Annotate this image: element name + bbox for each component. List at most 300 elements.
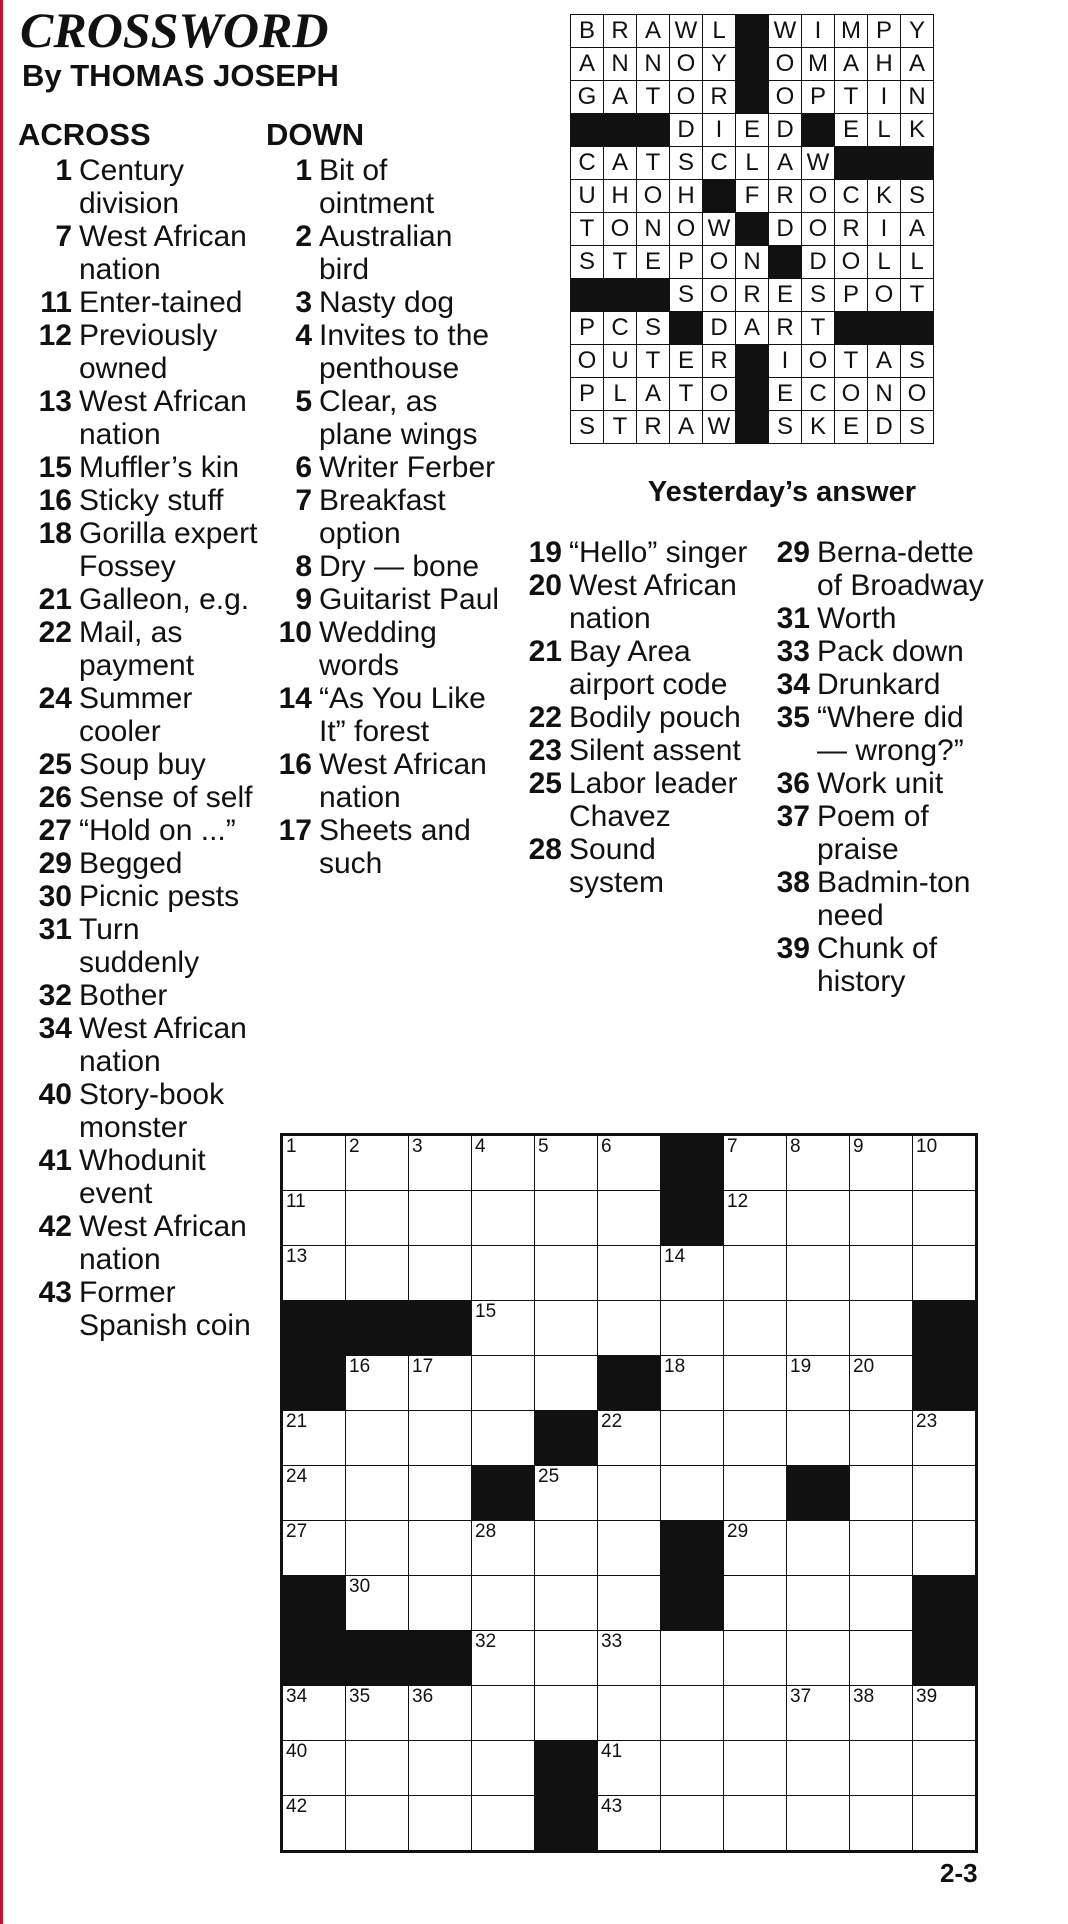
clue-text: Dry — bone [319, 550, 480, 583]
answer-letter-cell: F [736, 180, 769, 213]
clue-item [266, 319, 506, 385]
grid-cell[interactable] [661, 1411, 724, 1466]
clue-text: Poem of praise [817, 800, 929, 866]
clue-text: Clear, as plane wings [319, 385, 478, 451]
grid-cell[interactable] [661, 1686, 724, 1741]
grid-cell[interactable] [661, 1246, 724, 1301]
grid-cell[interactable] [661, 1741, 724, 1796]
grid-cell[interactable] [409, 1246, 472, 1301]
grid-cell[interactable] [724, 1796, 787, 1852]
clue-text: Whodunit event [79, 1144, 206, 1210]
grid-cell[interactable] [661, 1301, 724, 1356]
grid-cell[interactable] [409, 1411, 472, 1466]
clue-item [762, 668, 1002, 701]
clue-number: 7 [295, 484, 312, 517]
clue-number: 13 [38, 385, 72, 418]
grid-cell[interactable] [724, 1246, 787, 1301]
answer-letter-cell: O [769, 48, 802, 81]
grid-cell[interactable] [850, 1191, 913, 1246]
answer-letter-cell: T [604, 246, 637, 279]
cell-number: 24 [286, 1466, 308, 1487]
answer-letter-cell: C [604, 312, 637, 345]
grid-cell[interactable] [787, 1356, 850, 1411]
clue-number: 31 [776, 602, 810, 635]
answer-letter-cell: R [736, 279, 769, 312]
grid-cell[interactable] [787, 1796, 850, 1852]
black-square [787, 1466, 850, 1521]
grid-cell[interactable] [472, 1521, 535, 1576]
grid-cell[interactable] [661, 1631, 724, 1686]
grid-cell[interactable] [787, 1411, 850, 1466]
cell-number: 5 [538, 1136, 549, 1157]
answer-letter-cell: D [868, 411, 901, 444]
clue-text: Enter-tained [79, 286, 243, 319]
grid-cell[interactable] [282, 1686, 346, 1741]
grid-cell[interactable] [535, 1576, 598, 1631]
grid-cell[interactable] [661, 1466, 724, 1521]
grid-row [282, 1796, 977, 1852]
grid-cell[interactable] [724, 1411, 787, 1466]
grid-cell[interactable] [472, 1135, 535, 1191]
grid-cell[interactable] [409, 1521, 472, 1576]
answer-letter-cell: T [670, 378, 703, 411]
grid-cell[interactable] [787, 1135, 850, 1191]
clue-item [266, 451, 506, 484]
black-square [535, 1411, 598, 1466]
grid-cell[interactable] [346, 1246, 409, 1301]
answer-grid-row [571, 213, 934, 246]
grid-cell[interactable] [913, 1135, 977, 1191]
grid-cell[interactable] [850, 1686, 913, 1741]
grid-cell[interactable] [850, 1135, 913, 1191]
answer-letter-cell: A [604, 81, 637, 114]
byline: By THOMAS JOSEPH [22, 58, 339, 93]
black-square [282, 1301, 346, 1356]
answer-letter-cell: K [901, 114, 934, 147]
grid-cell[interactable] [346, 1191, 409, 1246]
answer-black-square [736, 411, 769, 444]
grid-cell[interactable] [787, 1301, 850, 1356]
grid-row [282, 1301, 977, 1356]
grid-cell[interactable] [282, 1411, 346, 1466]
clue-text: Sheets and such [319, 814, 471, 880]
grid-cell[interactable] [913, 1686, 977, 1741]
clue-text: Muffler’s kin [79, 451, 240, 484]
answer-letter-cell: O [637, 180, 670, 213]
clue-item [266, 484, 506, 550]
answer-letter-cell: R [637, 411, 670, 444]
clue-number: 43 [38, 1276, 72, 1309]
grid-cell[interactable] [850, 1246, 913, 1301]
grid-cell[interactable] [409, 1741, 472, 1796]
grid-cell[interactable] [346, 1466, 409, 1521]
grid-cell[interactable] [913, 1411, 977, 1466]
clue-text: Gorilla expert Fossey [79, 517, 258, 583]
grid-cell[interactable] [282, 1521, 346, 1576]
grid-cell[interactable] [535, 1301, 598, 1356]
grid-cell[interactable] [409, 1135, 472, 1191]
answer-letter-cell: C [703, 147, 736, 180]
cell-number: 40 [286, 1741, 308, 1762]
grid-cell[interactable] [472, 1246, 535, 1301]
grid-cell[interactable] [850, 1521, 913, 1576]
grid-cell[interactable] [346, 1686, 409, 1741]
clue-number: 20 [528, 569, 562, 602]
cell-number: 1 [286, 1136, 297, 1157]
answer-letter-cell: H [604, 180, 637, 213]
grid-cell[interactable] [598, 1686, 661, 1741]
grid-cell[interactable] [661, 1796, 724, 1852]
clue-text: Invites to the penthouse [319, 319, 490, 385]
grid-cell[interactable] [850, 1301, 913, 1356]
answer-black-square [571, 114, 604, 147]
grid-cell[interactable] [724, 1521, 787, 1576]
clue-text: West African nation [79, 1012, 247, 1078]
answer-letter-cell: S [802, 279, 835, 312]
answer-letter-cell: U [604, 345, 637, 378]
answer-letter-cell: A [901, 213, 934, 246]
clue-item [18, 781, 258, 814]
answer-letter-cell: H [670, 180, 703, 213]
answer-letter-cell: O [802, 180, 835, 213]
black-square [535, 1741, 598, 1796]
grid-cell[interactable] [850, 1796, 913, 1852]
cell-number: 34 [286, 1686, 308, 1707]
clue-number: 41 [38, 1144, 72, 1177]
clue-item [514, 734, 754, 767]
answer-letter-cell: K [868, 180, 901, 213]
grid-cell[interactable] [535, 1521, 598, 1576]
clue-item [18, 583, 258, 616]
grid-cell[interactable] [598, 1301, 661, 1356]
grid-cell[interactable] [598, 1631, 661, 1686]
clue-text: Writer Ferber [319, 451, 496, 484]
answer-letter-cell: A [868, 345, 901, 378]
answer-letter-cell: S [670, 279, 703, 312]
answer-black-square [604, 114, 637, 147]
clue-number: 37 [776, 800, 810, 833]
answer-letter-cell: A [901, 48, 934, 81]
down-clues-column [266, 118, 506, 880]
cell-number: 8 [790, 1136, 801, 1157]
cell-number: 37 [790, 1686, 812, 1707]
clue-number: 34 [776, 668, 810, 701]
clue-text: Nasty dog [319, 286, 455, 319]
black-square [535, 1796, 598, 1852]
clue-number: 7 [55, 220, 72, 253]
grid-cell[interactable] [535, 1246, 598, 1301]
grid-cell[interactable] [850, 1741, 913, 1796]
clue-text: Labor leader Chavez [569, 767, 738, 833]
grid-cell[interactable] [787, 1246, 850, 1301]
grid-cell[interactable] [598, 1796, 661, 1852]
answer-letter-cell: L [901, 246, 934, 279]
grid-row [282, 1576, 977, 1631]
answer-letter-cell: C [571, 147, 604, 180]
answer-letter-cell: S [769, 411, 802, 444]
answer-black-square [736, 345, 769, 378]
clue-number: 32 [38, 979, 72, 1012]
clue-text: Drunkard [817, 668, 941, 701]
answer-grid-row [571, 411, 934, 444]
grid-cell[interactable] [724, 1135, 787, 1191]
grid-cell[interactable] [472, 1741, 535, 1796]
grid-cell[interactable] [346, 1411, 409, 1466]
grid-cell[interactable] [724, 1301, 787, 1356]
clue-text: Former Spanish coin [79, 1276, 251, 1342]
clue-item [514, 569, 754, 635]
clue-item [266, 550, 506, 583]
grid-cell[interactable] [409, 1191, 472, 1246]
grid-cell[interactable] [850, 1631, 913, 1686]
answer-letter-cell: T [901, 279, 934, 312]
clue-number: 21 [528, 635, 562, 668]
grid-cell[interactable] [346, 1796, 409, 1852]
answer-letter-cell: T [637, 81, 670, 114]
answer-letter-cell: N [637, 213, 670, 246]
grid-cell[interactable] [346, 1356, 409, 1411]
cell-number: 32 [475, 1631, 497, 1652]
clue-item [18, 913, 258, 979]
clue-text: Bodily pouch [569, 701, 741, 734]
grid-row [282, 1411, 977, 1466]
grid-cell[interactable] [724, 1191, 787, 1246]
black-square [282, 1356, 346, 1411]
grid-cell[interactable] [282, 1135, 346, 1191]
cell-number: 36 [412, 1686, 434, 1707]
clue-text: “Hold on ...” [79, 814, 236, 847]
clue-text: Wedding words [319, 616, 437, 682]
grid-cell[interactable] [787, 1191, 850, 1246]
clue-item [266, 154, 506, 220]
clue-item [18, 319, 258, 385]
grid-cell[interactable] [661, 1356, 724, 1411]
answer-letter-cell: N [868, 378, 901, 411]
across-clues-column [18, 118, 258, 1342]
clue-number: 11 [40, 286, 72, 319]
clue-number: 24 [38, 682, 72, 715]
grid-cell[interactable] [913, 1191, 977, 1246]
grid-cell[interactable] [850, 1576, 913, 1631]
answer-letter-cell: P [835, 279, 868, 312]
answer-letter-cell: N [736, 246, 769, 279]
grid-cell[interactable] [787, 1576, 850, 1631]
grid-cell[interactable] [724, 1631, 787, 1686]
clue-text: Previously owned [79, 319, 218, 385]
grid-cell[interactable] [535, 1356, 598, 1411]
answer-black-square [736, 48, 769, 81]
answer-grid-row [571, 114, 934, 147]
clue-item [762, 635, 1002, 668]
clue-number: 18 [38, 517, 72, 550]
clue-item [18, 814, 258, 847]
grid-cell[interactable] [472, 1576, 535, 1631]
down-clue-list-3 [762, 536, 1002, 998]
grid-cell[interactable] [346, 1741, 409, 1796]
clue-item [266, 220, 506, 286]
black-square [598, 1356, 661, 1411]
clue-number: 31 [38, 913, 72, 946]
grid-cell[interactable] [724, 1686, 787, 1741]
grid-cell[interactable] [724, 1356, 787, 1411]
clue-item [762, 866, 1002, 932]
cell-number: 6 [601, 1136, 612, 1157]
cell-number: 13 [286, 1246, 308, 1267]
clue-number: 15 [38, 451, 72, 484]
clue-number: 40 [38, 1078, 72, 1111]
grid-cell[interactable] [282, 1741, 346, 1796]
grid-cell[interactable] [913, 1521, 977, 1576]
clue-number: 34 [38, 1012, 72, 1045]
grid-cell[interactable] [472, 1301, 535, 1356]
answer-letter-cell: E [835, 411, 868, 444]
grid-cell[interactable] [472, 1356, 535, 1411]
grid-cell[interactable] [787, 1521, 850, 1576]
grid-cell[interactable] [724, 1741, 787, 1796]
grid-cell[interactable] [346, 1135, 409, 1191]
grid-cell[interactable] [535, 1631, 598, 1686]
grid-cell[interactable] [282, 1191, 346, 1246]
grid-cell[interactable] [346, 1521, 409, 1576]
cell-number: 33 [601, 1631, 623, 1652]
clue-number: 8 [295, 550, 312, 583]
grid-cell[interactable] [409, 1576, 472, 1631]
clue-text: West African nation [319, 748, 487, 814]
answer-letter-cell: O [604, 213, 637, 246]
black-square [913, 1356, 977, 1411]
grid-cell[interactable] [409, 1796, 472, 1852]
grid-cell[interactable] [598, 1191, 661, 1246]
grid-cell[interactable] [787, 1686, 850, 1741]
clue-number: 17 [278, 814, 312, 847]
grid-cell[interactable] [850, 1356, 913, 1411]
grid-cell[interactable] [472, 1796, 535, 1852]
grid-cell[interactable] [472, 1686, 535, 1741]
grid-cell[interactable] [282, 1246, 346, 1301]
grid-cell[interactable] [598, 1741, 661, 1796]
cell-number: 30 [349, 1576, 371, 1597]
grid-cell[interactable] [598, 1411, 661, 1466]
answer-letter-cell: N [604, 48, 637, 81]
grid-cell[interactable] [913, 1741, 977, 1796]
grid-cell[interactable] [409, 1686, 472, 1741]
grid-cell[interactable] [787, 1741, 850, 1796]
answer-letter-cell: I [802, 15, 835, 48]
answer-letter-cell: O [670, 48, 703, 81]
grid-row [282, 1631, 977, 1686]
clue-number: 36 [776, 767, 810, 800]
clue-number: 1 [55, 154, 72, 187]
answer-letter-cell: O [835, 246, 868, 279]
grid-cell[interactable] [535, 1466, 598, 1521]
cell-number: 41 [601, 1741, 623, 1762]
clue-number: 6 [295, 451, 312, 484]
answer-letter-cell: P [571, 378, 604, 411]
grid-cell[interactable] [913, 1796, 977, 1852]
answer-letter-cell: G [571, 81, 604, 114]
down-clue-list-1 [266, 154, 506, 880]
clue-number: 9 [295, 583, 312, 616]
answer-letter-cell: Y [703, 48, 736, 81]
grid-cell[interactable] [850, 1411, 913, 1466]
clue-item [18, 979, 258, 1012]
clue-text: Mail, as payment [79, 616, 195, 682]
clue-item [18, 1276, 258, 1342]
clue-number: 27 [38, 814, 72, 847]
clue-text: Begged [79, 847, 183, 880]
black-square [282, 1576, 346, 1631]
grid-cell[interactable] [472, 1631, 535, 1686]
yesterdays-answer-grid [570, 14, 934, 444]
grid-cell[interactable] [282, 1466, 346, 1521]
answer-letter-cell: O [670, 81, 703, 114]
grid-cell[interactable] [346, 1576, 409, 1631]
grid-cell[interactable] [409, 1466, 472, 1521]
grid-cell[interactable] [282, 1796, 346, 1852]
clue-number: 22 [38, 616, 72, 649]
grid-cell[interactable] [913, 1466, 977, 1521]
answer-letter-cell: I [769, 345, 802, 378]
cell-number: 7 [727, 1136, 738, 1157]
clue-number: 21 [38, 583, 72, 616]
grid-cell[interactable] [598, 1135, 661, 1191]
grid-cell[interactable] [409, 1356, 472, 1411]
clue-number: 1 [295, 154, 312, 187]
grid-row [282, 1466, 977, 1521]
answer-letter-cell: R [769, 312, 802, 345]
grid-cell[interactable] [724, 1466, 787, 1521]
answer-letter-cell: D [769, 114, 802, 147]
grid-cell[interactable] [472, 1411, 535, 1466]
answer-letter-cell: L [868, 246, 901, 279]
grid-cell[interactable] [535, 1686, 598, 1741]
answer-black-square [736, 81, 769, 114]
grid-cell[interactable] [535, 1191, 598, 1246]
grid-cell[interactable] [913, 1246, 977, 1301]
answer-letter-cell: I [703, 114, 736, 147]
grid-cell[interactable] [598, 1246, 661, 1301]
grid-cell[interactable] [472, 1191, 535, 1246]
answer-letter-cell: R [703, 345, 736, 378]
answer-letter-cell: A [571, 48, 604, 81]
answer-letter-cell: D [802, 246, 835, 279]
answer-grid-row [571, 246, 934, 279]
black-square [282, 1631, 346, 1686]
grid-cell[interactable] [535, 1135, 598, 1191]
grid-cell[interactable] [598, 1521, 661, 1576]
crossword-title: CROSSWORD [20, 2, 329, 58]
answer-letter-cell: S [637, 312, 670, 345]
answer-black-square [835, 147, 868, 180]
clue-item [266, 682, 506, 748]
answer-letter-cell: D [703, 312, 736, 345]
clue-text: “Hello” singer [569, 536, 748, 569]
black-square [409, 1631, 472, 1686]
grid-cell[interactable] [850, 1466, 913, 1521]
answer-letter-cell: S [571, 246, 604, 279]
clue-text: Century division [79, 154, 185, 220]
grid-cell[interactable] [598, 1466, 661, 1521]
answer-letter-cell: E [835, 114, 868, 147]
clue-item [18, 880, 258, 913]
cell-number: 15 [475, 1301, 497, 1322]
grid-cell[interactable] [724, 1576, 787, 1631]
puzzle-id: 2-3 [940, 1858, 978, 1888]
answer-letter-cell: O [802, 213, 835, 246]
grid-cell[interactable] [787, 1631, 850, 1686]
clue-number: 25 [38, 748, 72, 781]
grid-cell[interactable] [598, 1576, 661, 1631]
